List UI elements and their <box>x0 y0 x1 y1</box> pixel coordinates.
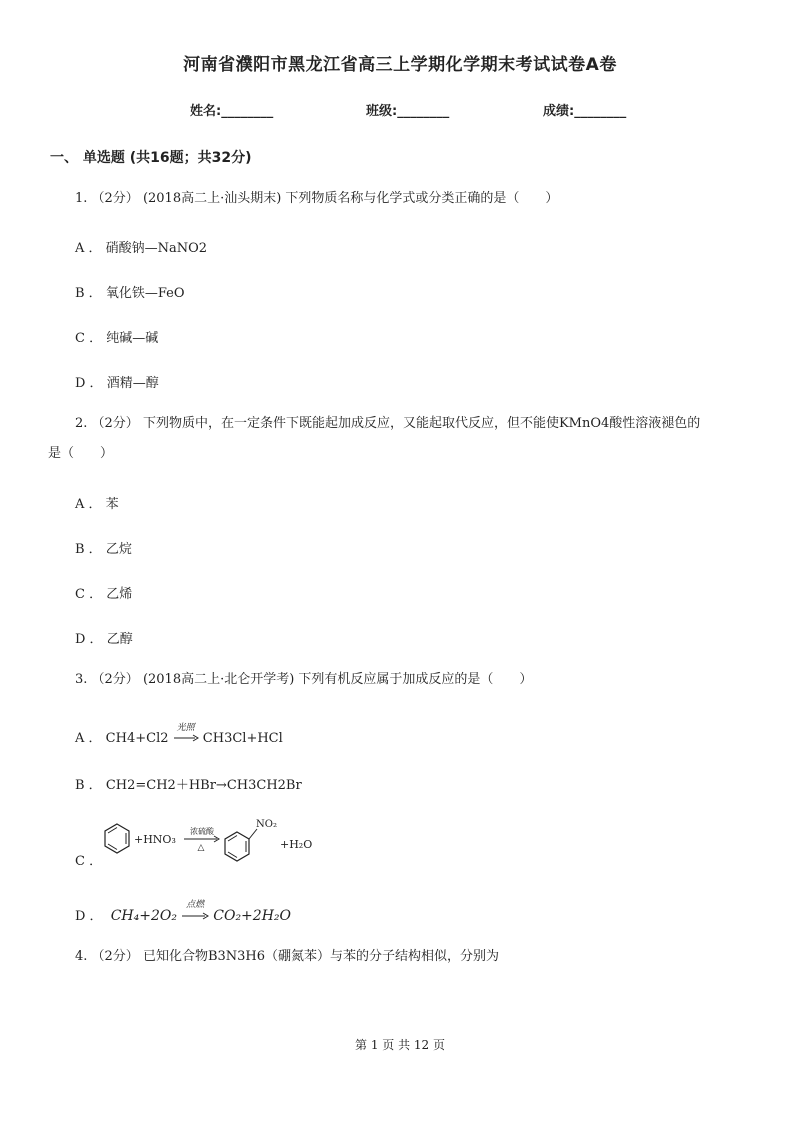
option-d-prefix: D ． <box>75 909 103 924</box>
reagent-hno3: +HNO₃ <box>134 833 176 846</box>
page-title: 河南省濮阳市黑龙江省高三上学期化学期末考试试卷A卷 <box>183 55 617 75</box>
section-heading: 一、 单选题 (共16题；共32分) <box>50 150 252 166</box>
product-water: +H₂O <box>280 838 313 851</box>
question-1-stem: 1. （2分） (2018高二上·汕头期末) 下列物质名称与化学式或分类正确的是（ ） <box>75 191 559 206</box>
option-a-prefix: A ． <box>75 731 102 746</box>
nitro-group: NO₂ <box>256 819 277 830</box>
condition-ignite: 点燃 <box>186 900 205 910</box>
condition-h2so4: 浓硫酸 <box>190 827 214 836</box>
score-field: 成绩:________ <box>543 104 627 119</box>
question-2-option-c[interactable]: C ． 乙烯 <box>75 587 133 602</box>
name-field: 姓名:________ <box>190 104 274 119</box>
question-2-stem-line1: 2. （2分） 下列物质中，在一定条件下既能起加成反应，又能起取代反应，但不能使KMnO4酸性溶液褪色的 <box>75 416 701 431</box>
benzene-ring-icon <box>105 824 129 853</box>
question-2-option-a[interactable]: A ． 苯 <box>75 497 119 512</box>
option-d-products: CO₂+2H₂O <box>213 908 291 924</box>
question-1-option-a[interactable]: A ． 硝酸钠—NaNO2 <box>75 241 208 256</box>
question-2-option-b[interactable]: B ． 乙烷 <box>75 542 132 557</box>
nitrobenzene-ring-icon <box>225 829 257 861</box>
question-4-stem: 4. （2分） 已知化合物B3N3H6（硼氮苯）与苯的分子结构相似，分别为 <box>75 949 500 964</box>
question-1-option-b[interactable]: B ． 氧化铁—FeO <box>75 286 185 301</box>
question-3-option-b[interactable]: B ． CH2=CH2＋HBr→CH3CH2Br <box>75 778 302 793</box>
reaction-arrow-light <box>173 723 199 746</box>
condition-heat: △ <box>197 843 205 853</box>
option-a-products: CH3Cl+HCl <box>202 731 283 746</box>
nitration-reaction-diagram <box>104 818 324 866</box>
condition-light: 光照 <box>176 723 195 733</box>
option-a-reactants: CH4+Cl2 <box>105 731 169 746</box>
question-1-option-c[interactable]: C ． 纯碱—碱 <box>75 331 159 346</box>
question-2-stem-line2: 是（ ） <box>48 446 114 461</box>
question-3-option-d[interactable] <box>75 900 291 924</box>
option-d-reactants: CH₄+2O₂ <box>110 908 177 924</box>
question-3-option-a[interactable] <box>75 723 283 746</box>
class-field: 班级:________ <box>366 104 450 119</box>
page-footer: 第 1 页 共 12 页 <box>355 1038 445 1052</box>
arrow-icon <box>173 734 199 742</box>
question-1-option-d[interactable]: D ． 酒精—醇 <box>75 376 159 391</box>
question-3-option-c-prefix: C ． <box>75 854 103 869</box>
arrow-icon <box>181 912 209 920</box>
question-2-option-d[interactable]: D ． 乙醇 <box>75 632 133 647</box>
reaction-arrow-ignite <box>181 900 209 924</box>
question-3-stem: 3. （2分） (2018高二上·北仑开学考) 下列有机反应属于加成反应的是（ ） <box>75 672 533 687</box>
